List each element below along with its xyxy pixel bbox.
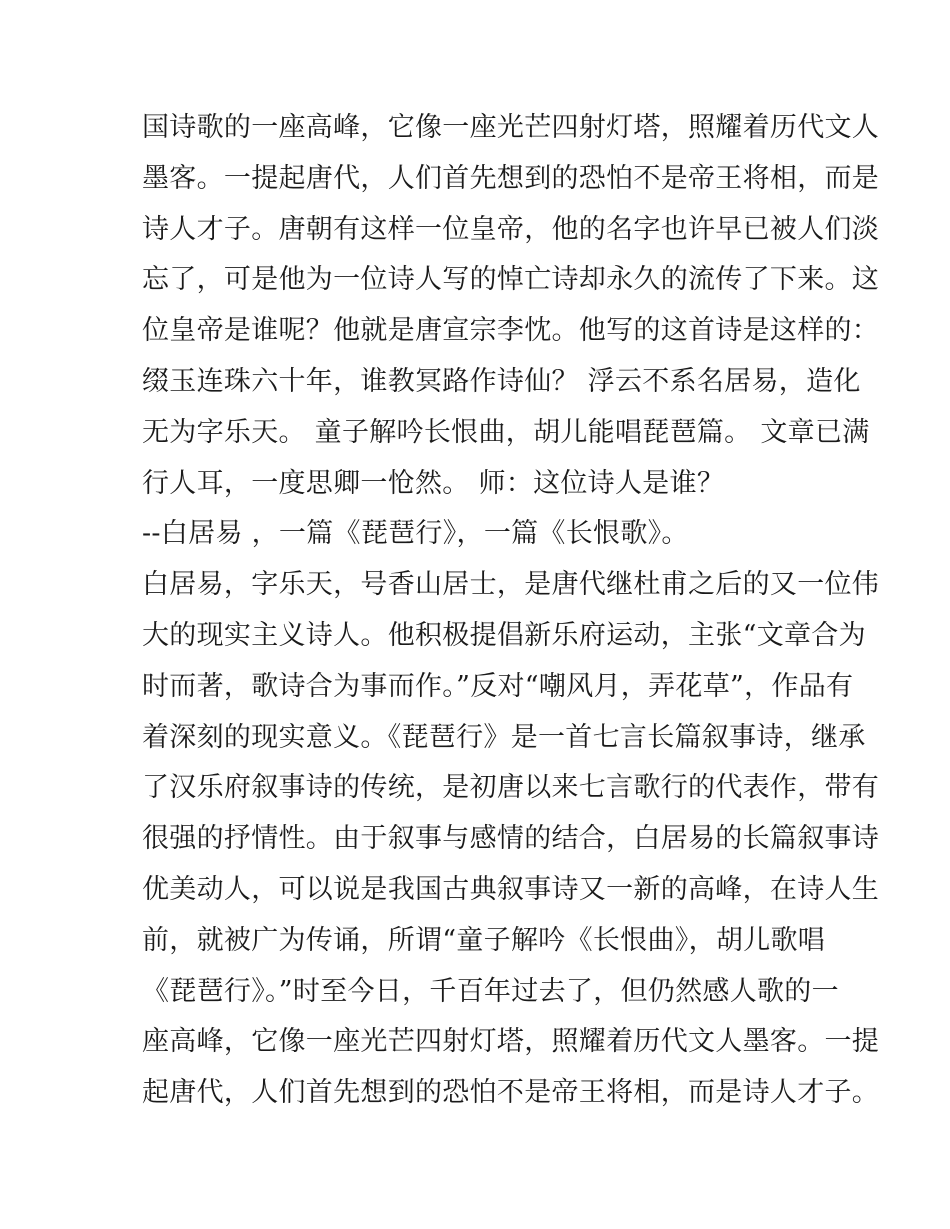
text-line: 行人耳，一度思卿一怆然。 师：这位诗人是谁？ xyxy=(142,467,725,499)
text-line: 《琵琶行》。”时至今日，千百年过去了，但仍然感人歌的一 xyxy=(142,975,839,1007)
text-line: 白居易，字乐天，号香山居士，是唐代继杜甫之后的又一位伟 xyxy=(142,569,880,601)
text-line: 忘了，可是他为一位诗人写的悼亡诗却永久的流传了下来。这 xyxy=(142,264,880,296)
text-line: 优美动人，可以说是我国古典叙事诗又一新的高峰，在诗人生 xyxy=(142,873,880,905)
text-line: 时而著，歌诗合为事而作。”反对“嘲风月，弄花草”，作品有 xyxy=(142,670,854,702)
text-line: --白居易 ，一篇《琵琶行》，一篇《长恨歌》。 xyxy=(142,518,689,550)
body-text xyxy=(142,103,880,1119)
text-line: 前，就被广为传诵，所谓“童子解吟《长恨曲》，胡儿歌唱 xyxy=(142,924,826,956)
text-line: 诗人才子。唐朝有这样一位皇帝，他的名字也许早已被人们淡 xyxy=(142,213,880,245)
text-line: 座高峰，它像一座光芒四射灯塔，照耀着历代文人墨客。一提 xyxy=(142,1026,880,1058)
text-line: 起唐代，人们首先想到的恐怕不是帝王将相，而是诗人才子。 xyxy=(142,1077,880,1109)
text-line: 缀玉连珠六十年，谁教冥路作诗仙？ 浮云不系名居易，造化 xyxy=(142,365,861,397)
text-line: 很强的抒情性。由于叙事与感情的结合，白居易的长篇叙事诗 xyxy=(142,823,880,855)
text-line: 位皇帝是谁呢？他就是唐宣宗李忱。他写的这首诗是这样的： xyxy=(142,315,880,347)
text-line: 国诗歌的一座高峰，它像一座光芒四射灯塔，照耀着历代文人 xyxy=(142,112,880,143)
text-line: 墨客。一提起唐代，人们首先想到的恐怕不是帝王将相，而是 xyxy=(142,162,880,194)
text-line: 大的现实主义诗人。他积极提倡新乐府运动，主张“文章合为 xyxy=(142,619,866,651)
text-line: 着深刻的现实意义。《琵琶行》是一首七言长篇叙事诗，继承 xyxy=(142,721,866,753)
text-line: 了汉乐府叙事诗的传统，是初唐以来七言歌行的代表作，带有 xyxy=(142,772,880,804)
text-line: 无为字乐天。 童子解吟长恨曲，胡儿能唱琵琶篇。 文章已满 xyxy=(142,416,870,448)
